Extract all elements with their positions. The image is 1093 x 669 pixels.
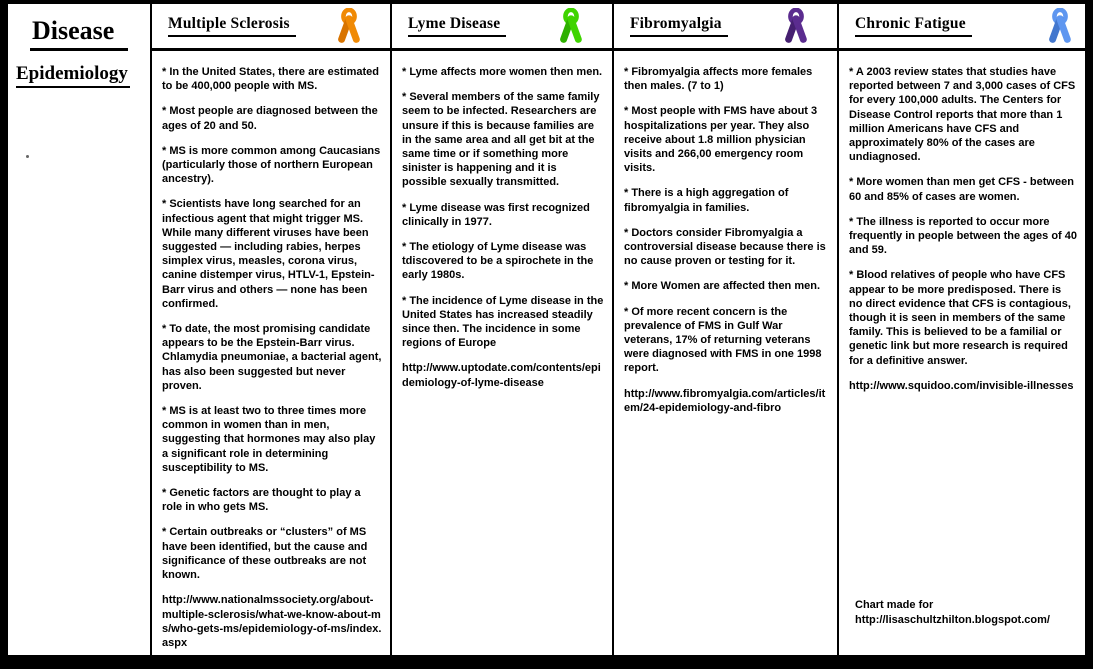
chart-credit-url: http://lisaschultzhilton.blogspot.com/: [855, 613, 1050, 626]
corner-header-cell: [8, 4, 150, 51]
label-column: [8, 4, 150, 655]
column-title: Fibromyalgia: [630, 15, 728, 37]
source-url: http://www.uptodate.com/contents/epidemiology-of-lyme-disease: [402, 362, 601, 389]
disease-column: [612, 4, 837, 655]
bullet-item: * Several members of the same family seem to be infected. Researchers are unsure if this is because families are in the same area and all get bit at the same time or if something more sinister is happening and it is possible sexually transmitted.: [402, 91, 600, 189]
purple-awareness-ribbon-icon: [781, 8, 811, 45]
column-title: Chronic Fatigue: [855, 15, 972, 37]
bullet-item: * A 2003 review states that studies have reported between 7 and 3,000 cases of CFS for every 100,000 adults. The Centers for Disease Control reports that more than 1 million Americans have CFS and approximately 80% of the cases are undiagnosed.: [849, 66, 1076, 164]
column-body: [152, 51, 390, 655]
bullet-item: * Most people are diagnosed between the ages of 20 and 50.: [162, 105, 378, 132]
orange-awareness-ribbon-icon: [334, 8, 364, 45]
green-awareness-ribbon-icon: [556, 8, 586, 45]
bullet-item: * MS is more common among Caucasians (particularly those of northern European ancestry).: [162, 144, 381, 186]
bullet-item: * Certain outbreaks or “clusters” of MS have been identified, but the cause and significance of these outbreaks are not known.: [162, 526, 368, 582]
bullet-item: * To date, the most promising candidate appears to be the Epstein-Barr virus. Chlamydia pneumoniae, a bacterial agent, has also been suggested but never proven.: [162, 323, 382, 392]
column-header-cell: [152, 4, 390, 51]
bullet-item: * Lyme disease was first recognized clinically in 1977.: [402, 201, 590, 228]
disease-column: [150, 4, 390, 655]
column-body: [614, 51, 837, 655]
disease-table: [8, 4, 1085, 655]
corner-title: Disease: [30, 17, 128, 51]
column-body: [839, 51, 1085, 655]
bullet-item: * More Women are affected then men.: [624, 280, 821, 293]
row-label-epidemiology: Epidemiology: [16, 63, 130, 88]
column-title: Multiple Sclerosis: [168, 15, 296, 37]
bullet-item: * The etiology of Lyme disease was tdiscovered to be a spirochete in the early 1980s.: [402, 241, 594, 282]
bullet-item: * Genetic factors are thought to play a role in who gets MS.: [162, 487, 361, 514]
blue-awareness-ribbon-icon: [1045, 8, 1075, 45]
disease-column: [837, 4, 1085, 655]
bullet-item: * Most people with FMS have about 3 hospitalizations per year. They also receive about 1.8 million physician visits and 266,00 emergency room visits.: [624, 105, 818, 175]
stray-mark: [26, 155, 29, 158]
bullet-item: * Doctors consider Fibromyalgia a controversial disease because there is no cause proven or testing for it.: [624, 226, 826, 268]
source-url: http://www.fibromyalgia.com/articles/item/24-epidemiology-and-fibro: [624, 387, 826, 414]
disease-column: [390, 4, 612, 655]
bullet-item: * Scientists have long searched for an infectious agent that might trigger MS. While many different viruses have been suggested — including rabies, herpes simplex virus, measles, corona virus, canine distemper virus, HTLV-1, Epstein-Barr virus and others — none has been confirmed.: [162, 198, 375, 310]
bullet-item: * The illness is reported to occur more frequently in people between the ages of 40 and 59.: [849, 215, 1077, 257]
column-header-cell: [839, 4, 1085, 51]
bullet-item: * MS is at least two to three times more common in women than in men, suggesting that hormones may also play a significant role in determining susceptibility to MS.: [162, 405, 376, 474]
source-url: http://www.squidoo.com/invisible-illnesses: [849, 379, 1074, 392]
bullet-item: * More women than men get CFS - between 60 and 85% of cases are women.: [849, 176, 1074, 203]
bullet-item: * In the United States, there are estimated to be 400,000 people with MS.: [162, 66, 380, 93]
bullet-item: * The incidence of Lyme disease in the United States has increased steadily since then. The incidence in some regions of Europe: [402, 294, 604, 350]
bullet-item: * There is a high aggregation of fibromyalgia in families.: [624, 187, 789, 214]
column-title: Lyme Disease: [408, 15, 506, 37]
chart-credit-text: Chart made for: [855, 599, 934, 612]
column-header-cell: [614, 4, 837, 51]
bullet-item: * Of more recent concern is the prevalence of FMS in Gulf War veterans, 17% of returning veterans were diagnosed with FMS in one 1998 report.: [624, 305, 822, 375]
column-header-cell: [392, 4, 612, 51]
bullet-item: * Fibromyalgia affects more females then males. (7 to 1): [624, 66, 813, 93]
bullet-item: * Blood relatives of people who have CFS appear to be more predisposed. There is no direct evidence that CFS is contagious, though it is seen in members of the same family. This is believed to be a familial or genetic link but more research is required for a definitive answer.: [849, 269, 1071, 367]
bullet-item: * Lyme affects more women then men.: [402, 66, 603, 78]
source-url: http://www.nationalmssociety.org/about-multiple-sclerosis/what-we-know-about-ms/who-gets-ms/epidemiology-of-ms/index.aspx: [162, 594, 382, 649]
column-body: [392, 51, 612, 655]
chart-credit: [849, 598, 1077, 645]
row-label-cell: [8, 51, 150, 655]
